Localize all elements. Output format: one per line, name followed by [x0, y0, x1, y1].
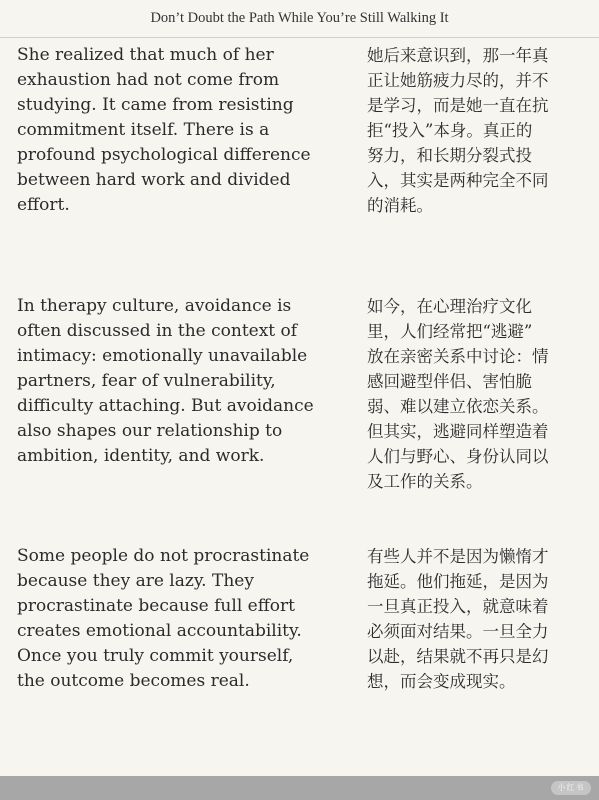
english-line: Some people do not procrastinate [17, 546, 310, 566]
chinese-paragraph [367, 544, 582, 694]
english-line: She realized that much of her [17, 45, 274, 65]
chinese-line: 里，人们经常把“逃避” [367, 322, 533, 341]
english-paragraph [17, 43, 352, 218]
english-line: ambition, identity, and work. [17, 446, 265, 466]
chinese-line: 但其实，逃避同样塑造着 [367, 422, 549, 441]
english-line: often discussed in the context of [17, 321, 298, 341]
chinese-line: 有些人并不是因为懒惰才 [367, 547, 549, 566]
english-line: profound psychological difference [17, 145, 311, 165]
english-paragraph [17, 294, 352, 469]
chinese-line: 一旦真正投入，就意味着 [367, 597, 549, 616]
chinese-line: 如今，在心理治疗文化 [367, 297, 532, 316]
english-paragraph [17, 544, 352, 694]
chinese-line: 是学习，而是她一直在抗 [367, 96, 549, 115]
english-line: effort. [17, 195, 70, 215]
bottom-bar [0, 776, 599, 800]
chinese-line: 拒“投入”本身。真正的 [367, 121, 533, 140]
english-line: creates emotional accountability. [17, 621, 302, 641]
chinese-line: 想，而会变成现实。 [367, 672, 516, 691]
english-line: because they are lazy. They [17, 571, 254, 591]
page-header [0, 0, 599, 38]
chinese-paragraph [367, 43, 582, 218]
english-line: studying. It came from resisting [17, 95, 294, 115]
english-line: also shapes our relationship to [17, 421, 283, 441]
chinese-line: 正让她筋疲力尽的，并不 [367, 71, 549, 90]
chinese-line: 弱、难以建立依恋关系。 [367, 397, 549, 416]
english-line: Once you truly commit yourself, [17, 646, 294, 666]
chinese-line: 入，其实是两种完全不同 [367, 171, 549, 190]
chinese-line: 感回避型伴侣、害怕脆 [367, 372, 532, 391]
english-line: difficulty attaching. But avoidance [17, 396, 314, 416]
chinese-line: 及工作的关系。 [367, 472, 483, 491]
chinese-line: 放在亲密关系中讨论：情 [367, 347, 549, 366]
english-line: In therapy culture, avoidance is [17, 296, 292, 316]
english-line: the outcome becomes real. [17, 671, 250, 691]
chinese-line: 努力，和长期分裂式投 [367, 146, 532, 165]
chinese-line: 必须面对结果。一旦全力 [367, 622, 549, 641]
english-line: intimacy: emotionally unavailable [17, 346, 308, 366]
english-line: procrastinate because full effort [17, 596, 295, 616]
chinese-paragraph [367, 294, 582, 494]
chinese-line: 她后来意识到，那一年真 [367, 46, 549, 65]
chinese-line: 拖延。他们拖延，是因为 [367, 572, 549, 591]
english-line: between hard work and divided [17, 170, 291, 190]
english-line: exhaustion had not come from [17, 70, 280, 90]
chinese-line: 以赴，结果就不再只是幻 [367, 647, 549, 666]
english-line: commitment itself. There is a [17, 120, 270, 140]
english-line: partners, fear of vulnerability, [17, 371, 276, 391]
page-title: Don’t Doubt the Path While You’re Still Walking It [150, 10, 449, 26]
chinese-line: 人们与野心、身份认同以 [367, 447, 549, 466]
chinese-line: 的消耗。 [367, 196, 433, 215]
watermark-logo: 小红书 [551, 781, 591, 795]
